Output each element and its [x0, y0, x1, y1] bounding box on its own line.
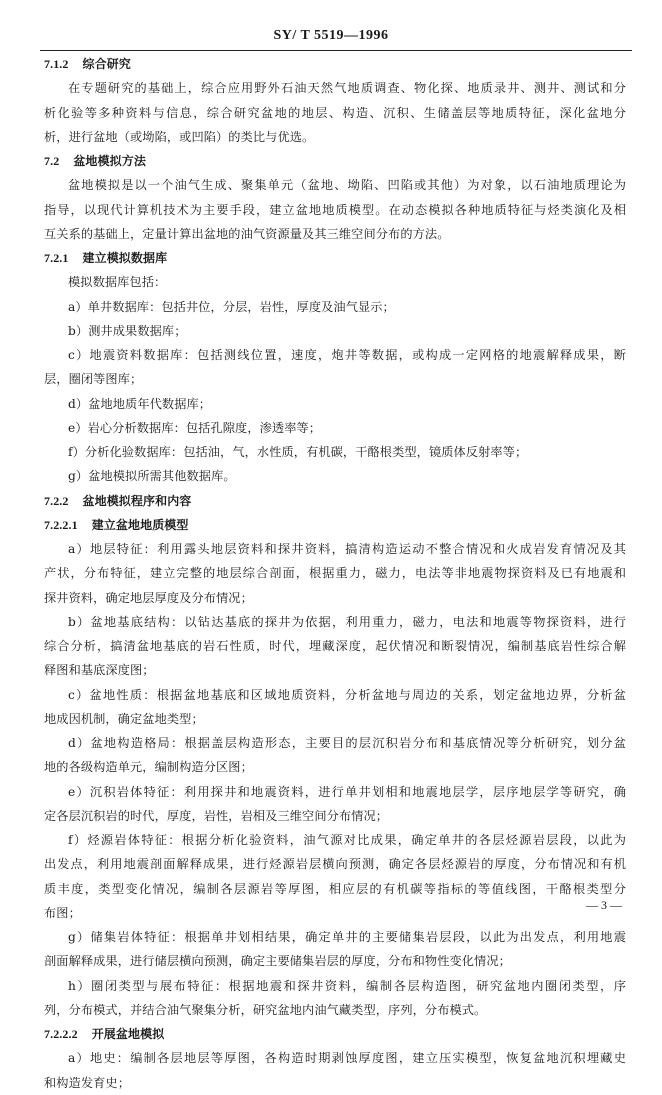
text-line: [44, 1071, 626, 1095]
line-text: c）盆地性质：根据盆地基底和区域地质资料，分析盆地与周边的关系，划定盆地边界，分析盆: [68, 687, 626, 702]
line-text: d）盆地地质年代数据库；: [68, 396, 212, 411]
line-text: a）地层特征：利用露头地层资料和探井资料，搞清构造运动不整合情况和火成岩发育情况及其: [68, 542, 626, 556]
text-line: [44, 998, 626, 1022]
line-text: h）圈闭类型与展布特征：根据地震和探井资料，编制各层构造图，研究盆地内圈闭类型，序: [68, 978, 626, 993]
text-line: [44, 925, 626, 949]
text-line: [44, 125, 626, 149]
line-text: c）地震资料数据库：包括测线位置，速度，炮井等数据，或构成一定网格的地震解释成果，断: [68, 348, 626, 362]
text-line: [44, 901, 626, 925]
text-line: [44, 392, 626, 416]
line-text: 出发点，利用地震剖面解释成果，进行烃源岩层横向预测，确定各层烃源岩的厚度，分布情况和有机: [44, 857, 626, 872]
text-line: [44, 295, 626, 319]
page-number: — 3 —: [586, 898, 622, 912]
text-line: [44, 270, 626, 294]
line-text: 质丰度，类型变化情况，编制各层源岩等厚图，相应层的有机碳等指标的等值线图，干酪根类型分: [44, 881, 626, 896]
text-line: [44, 828, 626, 852]
section-title: 盆地模拟方法: [73, 154, 146, 168]
text-line: [44, 198, 626, 222]
line-text: 析，进行盆地（或坳陷，或凹陷）的类比与优选。: [44, 129, 315, 144]
text-line: [44, 416, 626, 440]
line-text: 互关系的基础上，定量计算出盆地的油气资源量及其三维空间分布的方法。: [44, 226, 450, 241]
section-heading: [44, 246, 626, 270]
text-line: [44, 974, 626, 998]
line-text: d）盆地构造格局：根据盖层构造形态，主要目的层沉积岩分布和基底情况等分析研究，划分盆: [68, 736, 626, 750]
line-text: 探井资料，确定地层厚度及分布情况；: [44, 590, 253, 605]
section-title: 盆地模拟程序和内容: [82, 493, 192, 508]
text-line: [44, 683, 626, 707]
line-text: 析化验等多种资料与信息，综合研究盆地的地层、构造、沉积、生储盖层等地质特征，深化盆地分: [44, 105, 626, 120]
section-heading: [44, 52, 626, 76]
section-title: 综合研究: [82, 57, 131, 71]
section-heading: [44, 149, 626, 173]
section-heading: [44, 513, 626, 537]
line-text: 列，分布模式，并结合油气聚集分析，研究盆地内油气藏类型，序列，分布模式。: [44, 1002, 487, 1017]
line-text: b）盆地基底结构：以钻达基底的探井为依据，利用重力，磁力，电法和地震等物探资料，进行: [68, 614, 626, 629]
text-line: [44, 634, 626, 658]
line-text: b）测井成果数据库；: [68, 323, 187, 338]
line-text: f）烃源岩体特征：根据分析化验资料，油气源对比成果，确定单井的各层烃源岩层段，以此为: [68, 833, 626, 847]
line-text: 在专题研究的基础上，综合应用野外石油天然气地质调查、物化探、地质录井、测井、测试和分: [68, 81, 626, 96]
document-body: [44, 52, 626, 1095]
text-line: [44, 731, 626, 755]
text-line: [44, 1046, 626, 1070]
text-line: [44, 658, 626, 682]
text-line: [44, 222, 626, 246]
section-number: 7.2.1: [44, 251, 69, 265]
section-heading: [44, 1022, 626, 1046]
line-text: a）单井数据库：包括井位，分层，岩性，厚度及油气显示；: [68, 299, 395, 314]
text-line: [44, 464, 626, 488]
line-text: g）盆地模拟所需其他数据库。: [68, 469, 236, 484]
line-text: f）分析化验数据库：包括油，气，水性质，有机碳，干酪根类型，镜质体反射率等；: [68, 445, 528, 459]
header-rule: [40, 50, 632, 51]
section-title: 开展盆地模拟: [91, 1027, 165, 1041]
text-line: [44, 537, 626, 561]
section-heading: [44, 489, 626, 513]
text-line: [44, 610, 626, 634]
text-line: [44, 101, 626, 125]
line-text: 和构造发育史；: [44, 1075, 131, 1090]
line-text: 释图和基底深度图；: [44, 663, 155, 678]
section-number: 7.2.2.1: [44, 517, 78, 532]
line-text: 剖面解释成果，进行储层横向预测，确定主要储集岩层的厚度，分布和物性变化情况；: [44, 954, 511, 969]
section-number: 7.1.2: [44, 57, 69, 71]
text-line: [44, 707, 626, 731]
line-text: 定各层沉积岩的时代，厚度，岩性，岩相及三维空间分布情况；: [44, 808, 389, 823]
line-text: 层，圈闭等图库；: [44, 372, 143, 387]
standard-code-header: SY/ T 5519—1996: [273, 28, 389, 43]
line-text: 布图；: [44, 905, 81, 920]
line-text: 地的各级构造单元，编制构造分区图；: [44, 760, 253, 775]
line-text: g）储集岩体特征：根据单井划相结果，确定单井的主要储集岩层段，以此为出发点，利用地震: [68, 930, 626, 944]
line-text: 模拟数据库包括：: [68, 275, 167, 290]
text-line: [44, 877, 626, 901]
text-line: [44, 343, 626, 367]
section-title: 建立盆地地质模型: [91, 517, 189, 532]
text-line: [44, 561, 626, 585]
line-text: 产状，分布特征，建立完整的地层综合剖面，根据重力，磁力，电法等非地震物探资料及已有地震和: [44, 566, 626, 581]
text-line: [44, 804, 626, 828]
line-text: e）沉积岩体特征：利用探井和地震资料，进行单井划相和地震地层学，层序地层学等研究，确: [68, 784, 626, 799]
text-line: [44, 780, 626, 804]
line-text: 指导，以现代计算机技术为主要手段，建立盆地地质模型。在动态模拟各种地质特征与烃类演化及相: [44, 202, 626, 217]
text-line: [44, 949, 626, 973]
text-line: [44, 440, 626, 464]
section-title: 建立模拟数据库: [82, 251, 168, 265]
text-line: [44, 755, 626, 779]
text-line: [44, 319, 626, 343]
line-text: 盆地模拟是以一个油气生成、聚集单元（盆地、坳陷、凹陷或其他）为对象，以石油地质理论为: [68, 178, 626, 193]
line-text: 综合分析，搞清盆地基底的岩石性质，时代，埋藏深度，起伏情况和断裂情况，编制基底岩性综合解: [44, 639, 626, 653]
text-line: [44, 586, 626, 610]
line-text: a）地史：编制各层地层等厚图，各构造时期剥蚀厚度图，建立压实模型，恢复盆地沉积埋藏史: [68, 1051, 626, 1066]
section-number: 7.2.2: [44, 493, 69, 508]
text-line: [44, 76, 626, 100]
text-line: [44, 173, 626, 197]
line-text: e）岩心分析数据库：包括孔隙度，渗透率等；: [68, 420, 322, 435]
section-number: 7.2: [44, 154, 60, 168]
line-text: 地成因机制，确定盆地类型；: [44, 711, 204, 726]
section-number: 7.2.2.2: [44, 1027, 78, 1041]
text-line: [44, 852, 626, 876]
text-line: [44, 367, 626, 391]
